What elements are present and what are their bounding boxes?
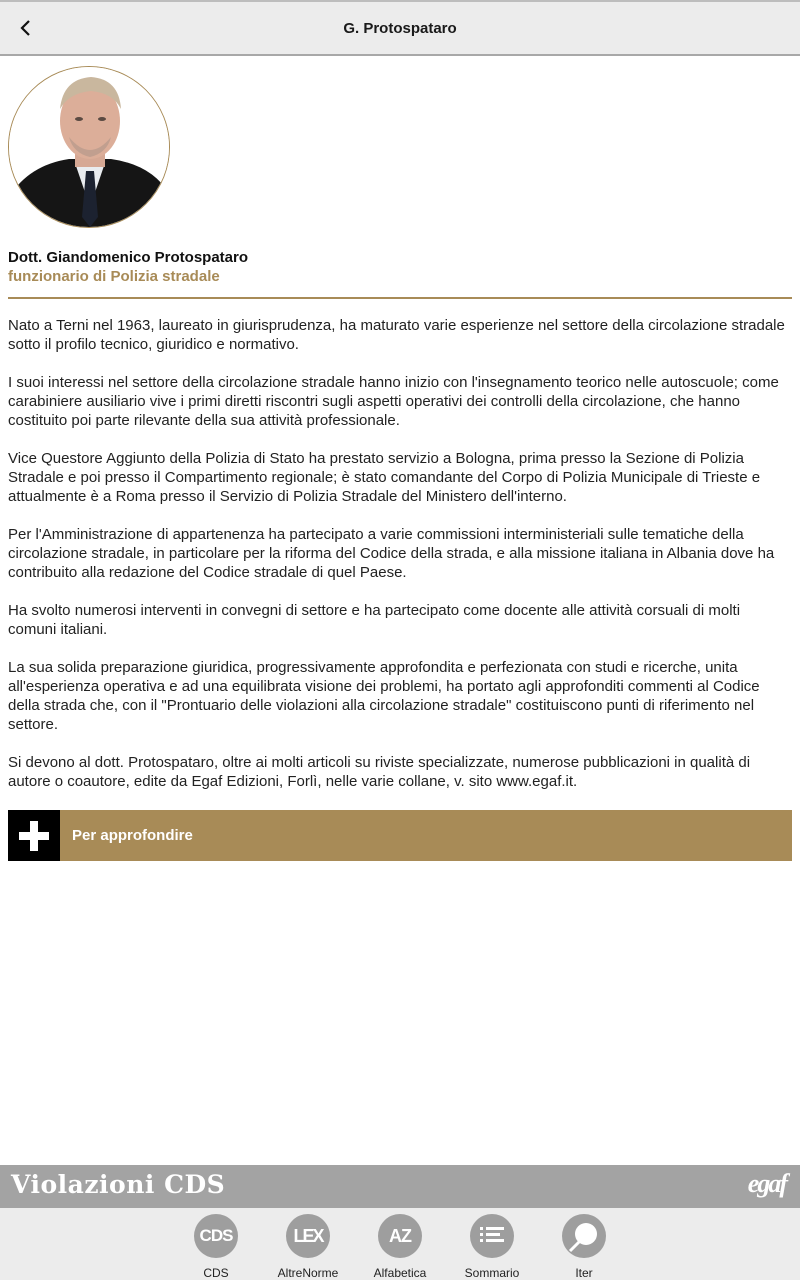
tab-cds[interactable] <box>170 1214 262 1280</box>
bio-paragraph: Per l'Amministrazione di appartenenza ha partecipato a varie commissioni interministeriali sulle tematiche della circolazione stradale, in particolare per la riforma del Codice della strada, e alla missione italiana in Albania dove ha contribuito alla redazione del Codice stradale di quel Paese. <box>8 526 775 581</box>
tab-label: CDS <box>203 1266 229 1280</box>
chevron-left-icon <box>18 18 34 38</box>
divider <box>8 297 792 299</box>
egaf-logo: egaf <box>747 1169 786 1198</box>
tab-label: Iter <box>575 1266 593 1280</box>
bio-paragraph: Nato a Terni nel 1963, laureato in giurisprudenza, ha maturato varie esperienze nel settore della circolazione stradale sotto il profilo tecnico, giuridico e normativo. <box>8 317 785 353</box>
az-icon <box>378 1214 422 1258</box>
lex-icon <box>286 1214 330 1258</box>
more-info-label: Per approfondire <box>72 827 193 844</box>
tab-iter[interactable] <box>538 1214 630 1280</box>
tab-altrenorme[interactable] <box>262 1214 354 1280</box>
bio-paragraph: Si devono al dott. Protospataro, oltre ai molti articoli su riviste specializzate, numerose pubblicazioni in qualità di autore o coautore, edite da Egaf Edizioni, Forlì, nelle varie collane, v. sito www.egaf.it. <box>8 754 751 790</box>
person-name: Dott. Giandomenico Protospataro <box>8 249 249 266</box>
back-button[interactable] <box>10 12 42 44</box>
search-icon <box>562 1214 606 1258</box>
bio-paragraph: I suoi interessi nel settore della circolazione stradale hanno inizio con l'insegnamento teorico nelle autoscuole; come carabiniere ausiliario vive i primi diretti riscontri sugli aspetti operativi dei controlli della circolazione, che hanno costituito poi parte rilevante della sua attività professionale. <box>8 374 779 429</box>
az-icon-text: AZ <box>389 1225 411 1246</box>
cds-icon-text: CDS <box>199 1226 233 1245</box>
bio-paragraph: Vice Questore Aggiunto della Polizia di Stato ha prestato servizio a Bologna, prima presso la Sezione di Polizia Stradale e poi presso il Compartimento regionale; è stato comandante del Corpo di Polizia Municipale di Trieste e attualmente è a Roma presso il Servizio di Polizia Stradale del Ministero dell'interno. <box>8 450 761 505</box>
app-title: Violazioni CDS <box>11 1170 226 1199</box>
plus-icon <box>19 821 49 851</box>
cds-icon <box>194 1214 238 1258</box>
app-header <box>0 0 800 56</box>
tab-alfabetica[interactable] <box>354 1214 446 1280</box>
person-role: funzionario di Polizia stradale <box>8 268 220 285</box>
profile-content <box>8 66 792 861</box>
list-icon <box>470 1214 514 1258</box>
bio-paragraph: Ha svolto numerosi interventi in convegni di settore e ha partecipato come docente alle attività corsuali di molti comuni italiani. <box>8 602 741 638</box>
profile-photo <box>8 66 170 228</box>
tab-sommario[interactable] <box>446 1214 538 1280</box>
tab-label: AltreNorme <box>277 1266 339 1280</box>
biography <box>8 316 792 791</box>
tab-label: Sommario <box>464 1266 520 1280</box>
lex-icon-text: LEX <box>293 1225 323 1246</box>
more-info-button[interactable] <box>8 810 792 861</box>
bio-paragraph: La sua solida preparazione giuridica, progressivamente approfondita e perfezionata con studi e ricerche, unita all'esperienza operativa e ad una equilibrata visione dei problemi, ha portato agli approfonditi commenti al Codice della strada che, con il "Prontuario delle violazioni alla circolazione stradale" costituiscono punti di riferimento nel settore. <box>8 659 760 733</box>
tab-label: Alfabetica <box>373 1266 427 1280</box>
bottom-tab-bar <box>0 1208 800 1280</box>
plus-icon-box <box>8 810 60 861</box>
brand-bar <box>0 1165 800 1208</box>
page-title: G. Protospataro <box>343 19 457 37</box>
portrait-photo <box>9 67 170 228</box>
